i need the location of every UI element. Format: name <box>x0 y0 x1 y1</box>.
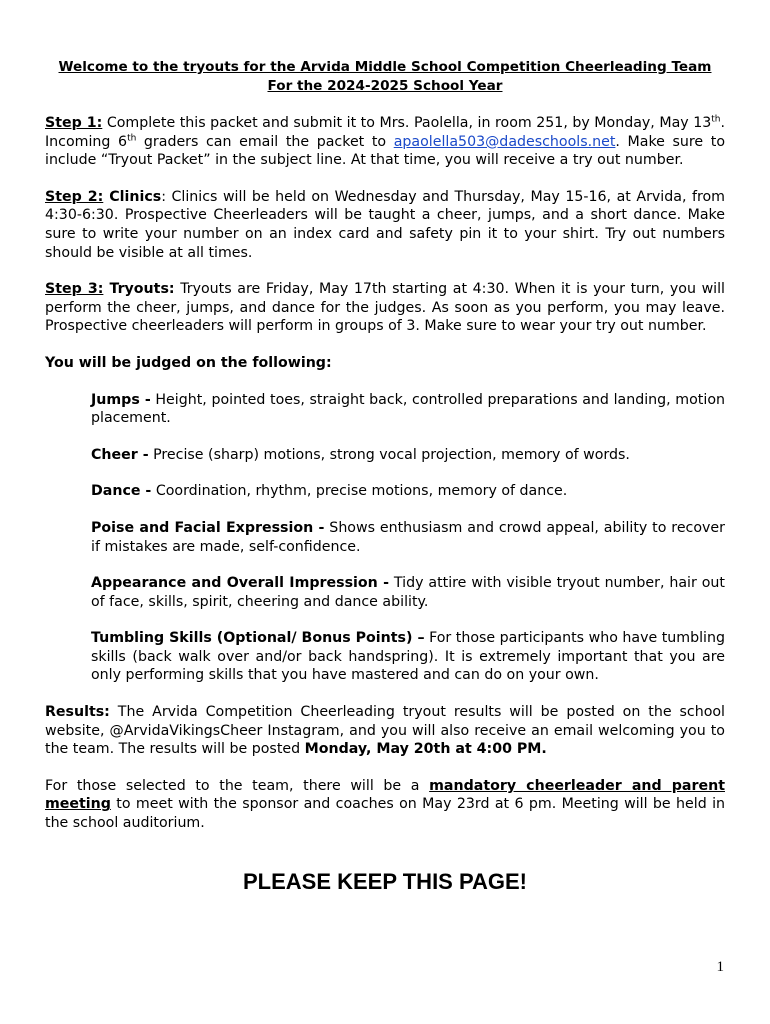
results-date: Monday, May 20th at 4:00 PM. <box>304 741 547 758</box>
criteria-text: Height, pointed toes, straight back, controlled preparations and landing, motion placement. <box>91 391 725 427</box>
criteria-text: Precise (sharp) motions, strong vocal projection, memory of words. <box>148 446 630 463</box>
criteria-text: Coordination, rhythm, precise motions, memory of dance. <box>151 483 568 500</box>
criteria-name: Jumps - <box>91 391 151 408</box>
document-title-line-1: Welcome to the tryouts for the Arvida Middle School Competition Cheerleading Team <box>58 59 712 75</box>
step-1-text-d: . Make sure to include “Tryout Packet” in the subject line. At that time, you will receive a try out number. <box>45 133 726 169</box>
criteria-item <box>91 629 725 685</box>
step-2-text: : Clinics will be held on Wednesday and Thursday, May 15-16, at Arvida, from 4:30-6:30. Prospective Cheerleaders will be taught a cheer, jumps, and a short dance. Make sure to write your number on an index card and safety pin it to your shirt. Try out numbers should be visible at all times. <box>45 188 725 261</box>
selected-paragraph <box>45 777 725 833</box>
step-2-label: Step 2: <box>45 188 104 205</box>
criteria-name: Tumbling Skills (Optional/ Bonus Points) – <box>91 630 425 647</box>
mandatory-meeting-emphasis: mandatory cheerleader and parent meeting <box>45 777 725 813</box>
criteria-name: Cheer - <box>91 446 149 463</box>
criteria-name: Poise and Facial Expression - <box>91 519 325 536</box>
criteria-name: Appearance and Overall Impression - <box>91 575 389 592</box>
step-2-paragraph <box>45 188 725 262</box>
step-1-sup-a: th <box>711 114 721 125</box>
step-1-paragraph <box>45 114 725 170</box>
email-link[interactable]: apaolella503@dadeschools.net <box>393 133 616 150</box>
criteria-item <box>91 574 725 611</box>
step-3-text: Tryouts are Friday, May 17th starting at 4:30. When it is your turn, you will perform the cheer, jumps, and dance for the judges. As soon as you perform, you may leave. Prospective cheerleaders will perform in groups of 3. Make sure to wear your try out number. <box>45 281 725 335</box>
criteria-item <box>91 519 725 556</box>
results-paragraph <box>45 703 725 759</box>
judged-heading: You will be judged on the following: <box>45 354 332 371</box>
criteria-text: Shows enthusiasm and crowd appeal, ability to recover if mistakes are made, self-confidence. <box>91 519 725 555</box>
criteria-item <box>91 482 725 501</box>
document-page <box>45 58 725 895</box>
criteria-list <box>91 391 725 686</box>
criteria-item <box>91 446 725 465</box>
selected-text-b: to meet with the sponsor and coaches on May 23rd at 6 pm. Meeting will be held in the school auditorium. <box>45 796 725 832</box>
criteria-name: Dance - <box>91 483 152 500</box>
step-1-text-b: . Incoming 6 <box>45 115 725 150</box>
criteria-text: Tidy attire with visible tryout number, hair out of face, skills, spirit, cheering and dance ability. <box>91 575 725 610</box>
step-1-text-a: Complete this packet and submit it to Mrs. Paolella, in room 251, by Monday, May 13 <box>102 115 712 131</box>
step-3-paragraph <box>45 280 725 336</box>
keep-page-notice: PLEASE KEEP THIS PAGE! <box>242 868 528 894</box>
results-label: Results: <box>45 704 110 721</box>
step-1-label: Step 1: <box>45 115 103 131</box>
step-1-text-c: graders can email the packet to <box>136 133 394 150</box>
step-1-sup-b: th <box>127 132 137 143</box>
criteria-text: For those participants who have tumbling skills (back walk over and/or back handspring). It is extremely important that you are only performing skills that you have mastered and can do on your own. <box>91 630 725 684</box>
results-text: The Arvida Competition Cheerleading tryout results will be posted on the school website, @ArvidaVikingsCheer Instagram, and you will also receive an email welcoming you to the team. The results will be posted <box>45 704 725 758</box>
step-2-bold: Clinics <box>103 188 162 205</box>
criteria-item <box>91 391 725 428</box>
document-title-line-2: For the 2024-2025 School Year <box>267 78 503 94</box>
page-number: 1 <box>716 959 724 975</box>
step-3-bold: Tryouts: <box>103 281 175 298</box>
step-3-label: Step 3: <box>45 281 104 298</box>
selected-text-a: For those selected to the team, there will be a <box>45 777 430 794</box>
